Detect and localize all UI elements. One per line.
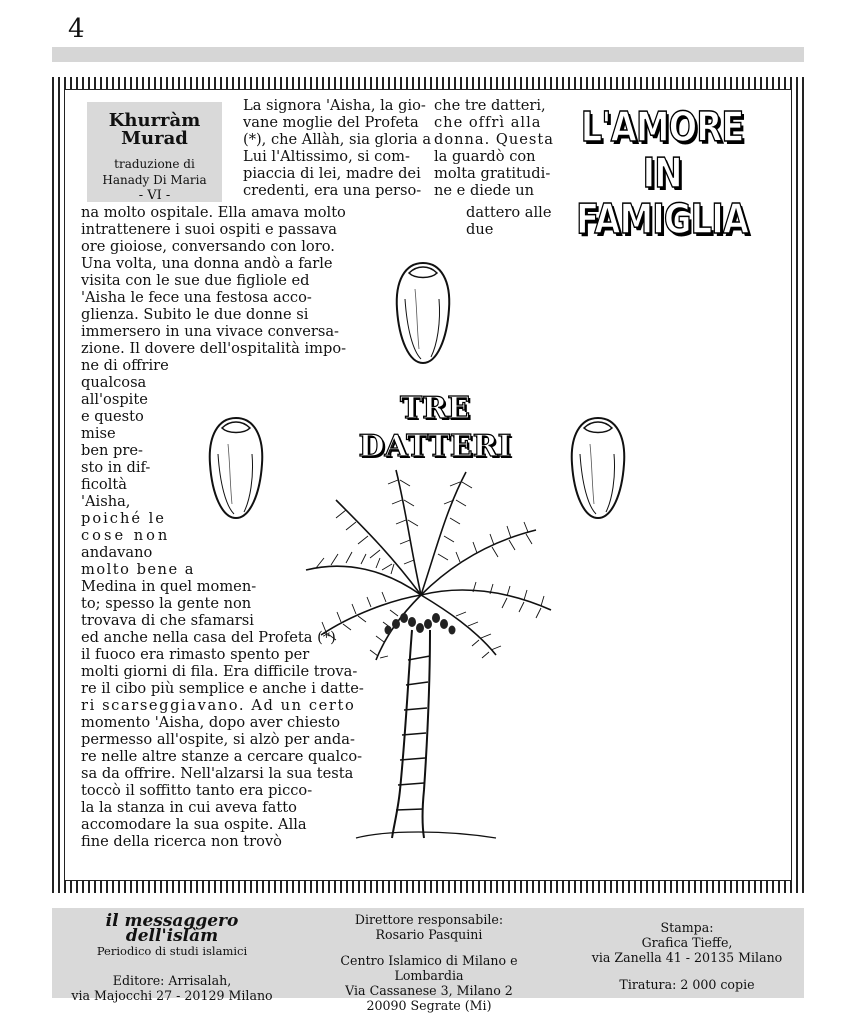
col2-line: dattero alle (466, 204, 552, 221)
col1-line: molto bene a (81, 561, 195, 578)
part-number: - VI - (138, 188, 171, 203)
col1-line: (*), che Allàh, sia gloria a (243, 131, 432, 148)
print-run: Tiratura: 2 000 copie (619, 977, 755, 992)
date-fruit-icon (204, 414, 268, 522)
center-address: Via Cassanese 3, Milano 2 (345, 983, 513, 998)
col1-line: 'Aisha, (81, 493, 131, 510)
director-label: Direttore responsabile: (354, 912, 504, 927)
col1-line: ed anche nella casa del Profeta (*) (81, 629, 336, 646)
author-box (87, 102, 222, 202)
headline-line1: L'AMORE (580, 103, 744, 151)
masthead: il messaggero dell'islàm (105, 911, 239, 946)
center-name: Centro Islamico di Milano e Lombardia (340, 953, 518, 983)
col1-line: to; spesso la gente non (81, 595, 252, 612)
col2-line: donna. Questa (434, 131, 554, 148)
col1-line: intrattenere i suoi ospiti e passava (81, 221, 337, 238)
col1-line: poiché le (81, 510, 166, 527)
col1-line: e questo (81, 408, 144, 425)
col1-line: mise (81, 425, 116, 442)
col1-line: vane moglie del Profeta (243, 114, 419, 131)
date-fruit-icon (566, 414, 630, 522)
col2-line: che offrì alla (434, 114, 542, 131)
col1-line: Lui l'Altissimo, si com- (243, 148, 410, 165)
printer-name: Grafica Tieffe, (641, 935, 733, 950)
col2-line: che tre datteri, (434, 97, 546, 114)
col1-line: qualcosa (81, 374, 147, 391)
print-label: Stampa: (660, 920, 714, 935)
col1-line: sto in dif- (81, 459, 151, 476)
col1-line: toccò il soffitto tanto era picco- (81, 782, 313, 799)
col1-line: all'ospite (81, 391, 148, 408)
palm-tree-icon (296, 460, 554, 845)
col1-line: accomodare la sua ospite. Alla (81, 816, 307, 833)
date-fruit-icon (391, 259, 455, 367)
headline (558, 104, 766, 242)
col1-line: 'Aisha le fece una festosa acco- (81, 289, 312, 306)
col1-line: La signora 'Aisha, la gio- (243, 97, 426, 114)
col1-line: andavano (81, 544, 153, 561)
col1-line: credenti, era una perso- (243, 182, 422, 199)
col1-line: ore gioiose, conversando con loro. (81, 238, 335, 255)
translator-label: traduzione di (114, 157, 195, 171)
col1-line: molti giorni di fila. Era difficile trova- (81, 663, 358, 680)
director-name: Rosario Pasquini (375, 927, 483, 942)
col1-line: trovava di che sfamarsi (81, 612, 254, 629)
col1-line: re nelle altre stanze a cercare qualco- (81, 748, 363, 765)
col1-line: cose non (81, 527, 171, 544)
col2-line: ne e diede un (434, 182, 535, 199)
col1-line: re il cibo più semplice e anche i datte- (81, 680, 364, 697)
publisher: Editore: Arrisalah, (112, 973, 232, 988)
col1-line: na molto ospitale. Ella amava molto (81, 204, 346, 221)
col2-line: due (466, 221, 494, 238)
headline-line2: IN FAMIGLIA (576, 149, 749, 243)
subheadline (340, 390, 530, 466)
center-city: 20090 Segrate (Mi) (366, 998, 492, 1013)
subheadline-line2: DATTERI (358, 429, 512, 464)
translator-name: Hanady Di Maria (102, 173, 207, 187)
col1-line: glienza. Subito le due donne si (81, 306, 309, 323)
col1-line: sa da offrire. Nell'alzarsi la sua testa (81, 765, 354, 782)
col1-line: ri scarseggiavano. Ad un certo (81, 697, 356, 714)
col2-line: la guardò con (434, 148, 536, 165)
col1-line: ne di offrire (81, 357, 169, 374)
printer-address: via Zanella 41 - 20135 Milano (591, 950, 783, 965)
col1-line: momento 'Aisha, dopo aver chiesto (81, 714, 340, 731)
col1-line: Medina in quel momen- (81, 578, 257, 595)
publisher-address: via Majocchi 27 - 20129 Milano (71, 988, 273, 1003)
col1-line: la la stanza in cui aveva fatto (81, 799, 297, 816)
col2-line: molta gratitudi- (434, 165, 551, 182)
page-number: 4 (68, 14, 85, 44)
col1-line: ben pre- (81, 442, 143, 459)
col1-line: ficoltà (81, 476, 127, 493)
col1-line: Una volta, una donna andò a farle (81, 255, 333, 272)
subheadline-line1: TRE (399, 391, 471, 426)
col1-line: fine della ricerca non trovò (81, 833, 282, 850)
col1-line: permesso all'ospite, si alzò per anda- (81, 731, 355, 748)
footer (52, 908, 804, 1013)
col1-line: piaccia di lei, madre dei (243, 165, 421, 182)
author-name: Khurràm Murad (108, 110, 201, 149)
col1-line: il fuoco era rimasto spento per (81, 646, 310, 663)
col1-line: immersero in una vivace conversa- (81, 323, 339, 340)
masthead-tagline: Periodico di studi islamici (96, 944, 248, 958)
col1-line: visita con le sue due figliole ed (81, 272, 310, 289)
col1-line: zione. Il dovere dell'ospitalità impo- (81, 340, 347, 357)
header-bar (52, 47, 804, 62)
